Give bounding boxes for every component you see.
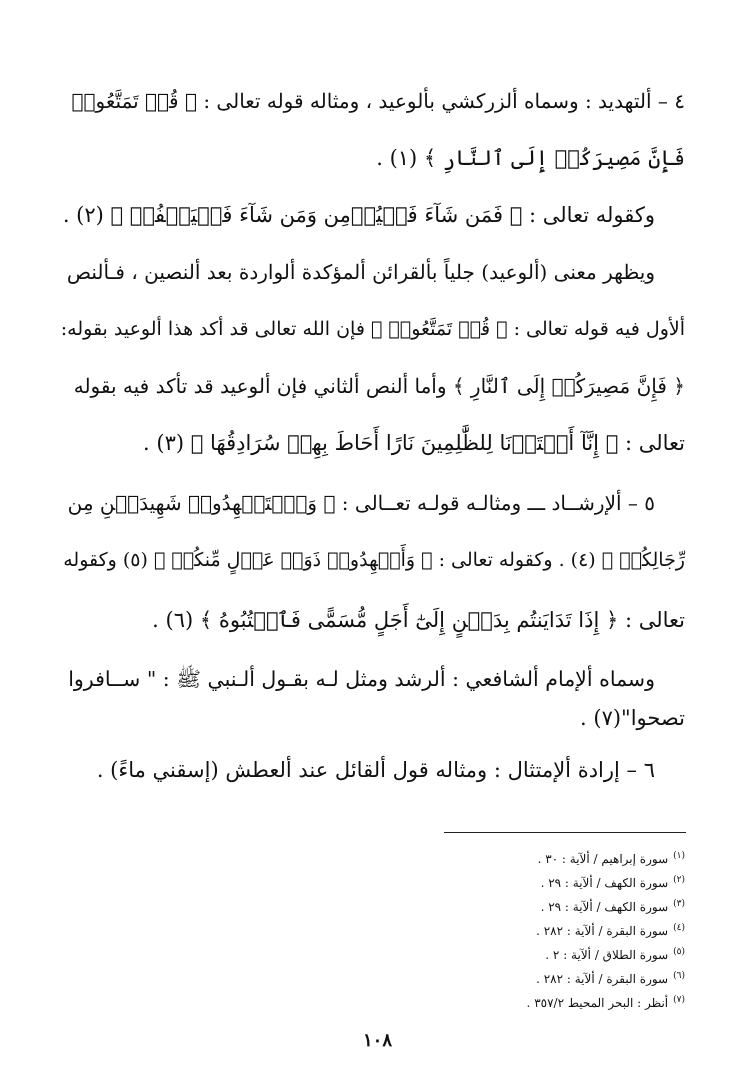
line-shafii-2: تصحوا"(٧) .: [580, 706, 685, 730]
footnote-text: سورة البقرة / ألآية : ٢٨٢ .: [536, 972, 669, 986]
footnote-text: سورة إبراهيم / ألآية : ٣٠ .: [537, 852, 669, 866]
line-threat-verse: فَإِنَّ مَصِيرَكُمۡ إِلَى ٱلنَّارِ ﴾ (١) .: [376, 146, 685, 170]
footnote-number: (٢): [673, 875, 685, 885]
footnote-text: سورة الطلاق / ألآية : ٢ .: [545, 948, 669, 962]
footnote-number: (٣): [673, 899, 685, 909]
footnote-divider: [444, 832, 686, 833]
line-second-example: وكقوله تعالى : ﴿ فَمَن شَآءَ فَلۡيُؤۡمِن وَمَن شَآءَ فَلۡيَكۡفُرۡ ﴾ (٢) .: [62, 203, 655, 227]
line-compliance-heading: ٦ – إرادة ألإمتثال : ومثاله قول ألقائل عند ألعطش (إسقني ماءً) .: [96, 758, 655, 782]
line-guidance-2: رِّجَالِكُمۡ ﴾ (٤) . وكقوله تعالى : ﴿ وَأَشۡهِدُوا۟ ذَوَيۡ عَدۡلٍ مِّنكُمۡ ﴾ (٥) وكقوله: [63, 549, 685, 571]
footnote-text: أنظر : البحر المحيط ٣٥٧/٢ .: [526, 996, 669, 1010]
line-guidance-heading: ٥ – ألإرشــاد ـــ ومثالـه قولـه تعــالى : ﴿ وَٱسۡتَشۡهِدُوا۟ شَهِيدَيۡنِ مِن: [67, 491, 655, 515]
footnote-2: [541, 872, 685, 891]
footnote-number: (٥): [673, 947, 685, 957]
footnote-4: [536, 920, 685, 939]
footnote-1: [538, 848, 685, 867]
line-explanation-4: تعالى : ﴿ إِنَّآ أَعۡتَدۡنَا لِلظَّٰلِمِينَ نَارًا أَحَاطَ بِهِمۡ سُرَادِقُهَا ﴾ (٣) .: [143, 431, 685, 455]
footnote-number: (٧): [673, 995, 685, 1005]
line-explanation-1: ويظهر معنى (ألوعيد) جلياً بألقرائن ألمؤكدة ألواردة بعد ألنصين ، فـألنص: [66, 260, 655, 284]
footnote-7: [527, 992, 685, 1011]
line-threat-heading: ٤ – ألتهديد : وسماه ألزركشي بألوعيد ، ومثاله قوله تعالى : ﴿ قُلۡ تَمَتَّعُوا۟: [71, 89, 685, 113]
footnote-text: سورة البقرة / ألآية : ٢٨٢ .: [536, 924, 669, 938]
line-guidance-3: تعالى : ﴿ إِذَا تَدَايَنتُم بِدَيۡنٍ إِلَىٰٓ أَجَلٍ مُّسَمًّى فَٱكۡتُبُوهُ ﴾ (٦) .: [152, 608, 685, 632]
line-shafii-1: وسماه ألإمام ألشافعي : ألرشد ومثل لـه بقـول ألـنبي ﷺ : " ســافروا: [68, 667, 655, 691]
line-explanation-2: ألأول فيه قوله تعالى : ﴿ قُلۡ تَمَتَّعُوا۟ ﴾ فإن الله تعالى قد أكد هذا ألوعيد بقوله:: [60, 318, 685, 340]
footnote-text: سورة الكهف / ألآية : ٢٩ .: [540, 876, 669, 890]
footnote-number: (٦): [673, 971, 685, 981]
footnote-text: سورة الكهف / ألآية : ٢٩ .: [540, 900, 669, 914]
footnote-number: (١): [673, 851, 685, 861]
footnote-number: (٤): [673, 923, 685, 933]
footnote-5: [545, 944, 685, 963]
page-number: ١٠٨: [362, 1030, 392, 1051]
footnote-3: [541, 896, 685, 915]
footnote-6: [536, 968, 685, 987]
line-explanation-3: ﴿ فَإِنَّ مَصِيرَكُمۡ إِلَى ٱلنَّارِ ﴾ وأما ألنص ألثاني فإن ألوعيد قد تأكد فيه بقوله: [73, 374, 685, 398]
